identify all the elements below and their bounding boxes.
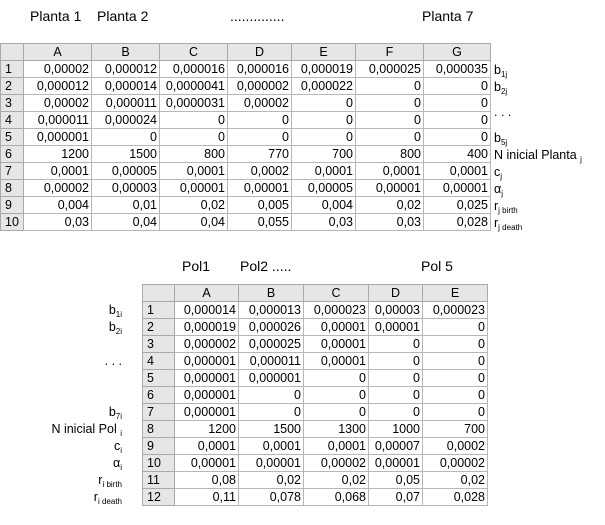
cell-b5[interactable]: 0 bbox=[92, 129, 160, 146]
cell-c3[interactable]: 0,00001 bbox=[304, 336, 369, 353]
table-row bbox=[143, 387, 488, 404]
cell-a5[interactable]: 0,000001 bbox=[24, 129, 92, 146]
cell-a7[interactable]: 0,000001 bbox=[175, 404, 239, 421]
cell-g3[interactable]: 0 bbox=[424, 95, 491, 112]
cell-e3[interactable]: 0 bbox=[423, 336, 488, 353]
cell-c2[interactable]: 0,0000041 bbox=[160, 78, 228, 95]
cell-b1[interactable]: 0,000012 bbox=[92, 61, 160, 78]
column-header-e[interactable]: E bbox=[423, 285, 488, 302]
cell-d10[interactable]: 0,00001 bbox=[369, 455, 423, 472]
row-header[interactable]: 4 bbox=[143, 353, 175, 370]
table-row bbox=[143, 421, 488, 438]
cell-c9[interactable]: 0,0001 bbox=[304, 438, 369, 455]
cell-d6[interactable]: 770 bbox=[228, 146, 292, 163]
cell-d4[interactable]: 0 bbox=[369, 353, 423, 370]
row-label: $b_{1j}$ bbox=[494, 63, 508, 79]
cell-g10[interactable]: 0,028 bbox=[424, 214, 491, 231]
cell-e9[interactable]: 0,0002 bbox=[423, 438, 488, 455]
row-label: . . . bbox=[104, 354, 122, 368]
row-header[interactable]: 4 bbox=[1, 112, 24, 129]
row-label: $b_{2i}$ bbox=[108, 320, 122, 336]
cell-e6[interactable]: 0 bbox=[423, 387, 488, 404]
cell-c7[interactable]: 0,0001 bbox=[160, 163, 228, 180]
cell-g1[interactable]: 0,000035 bbox=[424, 61, 491, 78]
caption-planta-7: Planta 7 bbox=[422, 8, 474, 24]
cell-b5[interactable]: 0,000001 bbox=[239, 370, 304, 387]
table-row bbox=[143, 319, 488, 336]
cell-a3[interactable]: 0,00002 bbox=[24, 95, 92, 112]
caption-planta-2: Planta 2 bbox=[97, 8, 149, 24]
row-header[interactable]: 1 bbox=[1, 61, 24, 78]
cell-d1[interactable]: 0,000016 bbox=[228, 61, 292, 78]
row-header[interactable]: 9 bbox=[143, 438, 175, 455]
cell-d7[interactable]: 0,0002 bbox=[228, 163, 292, 180]
table-row bbox=[143, 455, 488, 472]
row-label: $r_{j death}$ bbox=[494, 216, 523, 232]
cell-b8[interactable]: 1500 bbox=[239, 421, 304, 438]
table-row bbox=[143, 438, 488, 455]
row-label: N inicial Pol $_i$ bbox=[51, 422, 122, 438]
cell-c5[interactable]: 0 bbox=[304, 370, 369, 387]
row-header[interactable]: 2 bbox=[1, 78, 24, 95]
row-header[interactable]: 8 bbox=[1, 180, 24, 197]
table-row bbox=[143, 302, 488, 319]
row-header[interactable]: 9 bbox=[1, 197, 24, 214]
cell-f4[interactable]: 0 bbox=[356, 112, 424, 129]
cell-c3[interactable]: 0,0000031 bbox=[160, 95, 228, 112]
cell-b10[interactable]: 0,04 bbox=[92, 214, 160, 231]
caption-planta-1: Planta 1 bbox=[30, 8, 82, 24]
cell-a9[interactable]: 0,0001 bbox=[175, 438, 239, 455]
column-header-d[interactable]: D bbox=[228, 44, 292, 61]
row-header[interactable]: 1 bbox=[143, 302, 175, 319]
table-row bbox=[143, 370, 488, 387]
row-label: $c_i$ bbox=[113, 439, 122, 455]
cell-c10[interactable]: 0,04 bbox=[160, 214, 228, 231]
cell-b3[interactable]: 0,000025 bbox=[239, 336, 304, 353]
cell-g9[interactable]: 0,025 bbox=[424, 197, 491, 214]
cell-c8[interactable]: 1300 bbox=[304, 421, 369, 438]
cell-d5[interactable]: 0 bbox=[369, 370, 423, 387]
cell-b11[interactable]: 0,02 bbox=[239, 472, 304, 489]
table-row bbox=[143, 336, 488, 353]
cell-e6[interactable]: 700 bbox=[292, 146, 356, 163]
cell-c7[interactable]: 0 bbox=[304, 404, 369, 421]
column-header-b[interactable]: B bbox=[239, 285, 304, 302]
cell-f9[interactable]: 0,02 bbox=[356, 197, 424, 214]
cell-f2[interactable]: 0 bbox=[356, 78, 424, 95]
table-row bbox=[1, 197, 491, 214]
cell-c5[interactable]: 0 bbox=[160, 129, 228, 146]
cell-b9[interactable]: 0,01 bbox=[92, 197, 160, 214]
cell-d8[interactable]: 1000 bbox=[369, 421, 423, 438]
cell-b12[interactable]: 0,078 bbox=[239, 489, 304, 506]
row-header[interactable]: 7 bbox=[143, 404, 175, 421]
row-label: . . . bbox=[494, 105, 512, 119]
cell-a7[interactable]: 0,0001 bbox=[24, 163, 92, 180]
cell-f7[interactable]: 0,0001 bbox=[356, 163, 424, 180]
table-row bbox=[1, 112, 491, 129]
cell-e3[interactable]: 0 bbox=[292, 95, 356, 112]
cell-d5[interactable]: 0 bbox=[228, 129, 292, 146]
cell-g5[interactable]: 0 bbox=[424, 129, 491, 146]
cell-d3[interactable]: 0 bbox=[369, 336, 423, 353]
cell-d11[interactable]: 0,05 bbox=[369, 472, 423, 489]
cell-e2[interactable]: 0 bbox=[423, 319, 488, 336]
cell-f5[interactable]: 0 bbox=[356, 129, 424, 146]
cell-a9[interactable]: 0,004 bbox=[24, 197, 92, 214]
cell-e8[interactable]: 0,00005 bbox=[292, 180, 356, 197]
cell-d2[interactable]: 0,000002 bbox=[228, 78, 292, 95]
cell-g7[interactable]: 0,0001 bbox=[424, 163, 491, 180]
cell-c11[interactable]: 0,02 bbox=[304, 472, 369, 489]
cell-c4[interactable]: 0,00001 bbox=[304, 353, 369, 370]
cell-f3[interactable]: 0 bbox=[356, 95, 424, 112]
cell-b7[interactable]: 0 bbox=[239, 404, 304, 421]
cell-e2[interactable]: 0,000022 bbox=[292, 78, 356, 95]
column-header-a[interactable]: A bbox=[175, 285, 239, 302]
cell-d6[interactable]: 0 bbox=[369, 387, 423, 404]
table-row bbox=[1, 214, 491, 231]
cell-a4[interactable]: 0,000001 bbox=[175, 353, 239, 370]
row-header[interactable]: 12 bbox=[143, 489, 175, 506]
table-row bbox=[1, 78, 491, 95]
column-header-a[interactable]: A bbox=[24, 44, 92, 61]
row-header[interactable]: 5 bbox=[143, 370, 175, 387]
cell-c6[interactable]: 800 bbox=[160, 146, 228, 163]
row-header[interactable]: 3 bbox=[1, 95, 24, 112]
cell-a3[interactable]: 0,000002 bbox=[175, 336, 239, 353]
cell-e7[interactable]: 0 bbox=[423, 404, 488, 421]
column-header-g[interactable]: G bbox=[424, 44, 491, 61]
cell-c9[interactable]: 0,02 bbox=[160, 197, 228, 214]
cell-e12[interactable]: 0,028 bbox=[423, 489, 488, 506]
row-header[interactable]: 7 bbox=[1, 163, 24, 180]
cell-d9[interactable]: 0,00007 bbox=[369, 438, 423, 455]
cell-c1[interactable]: 0,000023 bbox=[304, 302, 369, 319]
cell-a10[interactable]: 0,00001 bbox=[175, 455, 239, 472]
cell-e1[interactable]: 0,000023 bbox=[423, 302, 488, 319]
caption-ellipsis: .............. bbox=[230, 8, 285, 24]
cell-b8[interactable]: 0,00003 bbox=[92, 180, 160, 197]
cell-a6[interactable]: 0,000001 bbox=[175, 387, 239, 404]
cell-f6[interactable]: 800 bbox=[356, 146, 424, 163]
corner-cell[interactable] bbox=[1, 44, 24, 61]
cell-a8[interactable]: 1200 bbox=[175, 421, 239, 438]
cell-f8[interactable]: 0,00001 bbox=[356, 180, 424, 197]
column-header-d[interactable]: D bbox=[369, 285, 423, 302]
table-row bbox=[1, 61, 491, 78]
cell-a8[interactable]: 0,00002 bbox=[24, 180, 92, 197]
cell-g8[interactable]: 0,00001 bbox=[424, 180, 491, 197]
cell-b2[interactable]: 0,000026 bbox=[239, 319, 304, 336]
table-row bbox=[143, 404, 488, 421]
row-label: $b_{2j}$ bbox=[494, 80, 508, 96]
cell-e7[interactable]: 0,0001 bbox=[292, 163, 356, 180]
row-header[interactable]: 11 bbox=[143, 472, 175, 489]
cell-a4[interactable]: 0,000011 bbox=[24, 112, 92, 129]
table-row bbox=[1, 129, 491, 146]
cell-a2[interactable]: 0,000019 bbox=[175, 319, 239, 336]
cell-b7[interactable]: 0,00005 bbox=[92, 163, 160, 180]
cell-d3[interactable]: 0,00002 bbox=[228, 95, 292, 112]
row-label: $b_{7i}$ bbox=[108, 405, 122, 421]
caption-pol-5: Pol 5 bbox=[421, 258, 453, 274]
cell-e10[interactable]: 0,03 bbox=[292, 214, 356, 231]
cell-d2[interactable]: 0,00001 bbox=[369, 319, 423, 336]
cell-b9[interactable]: 0,0001 bbox=[239, 438, 304, 455]
plants-spreadsheet bbox=[0, 43, 491, 231]
cell-b1[interactable]: 0,000013 bbox=[239, 302, 304, 319]
table-row bbox=[1, 146, 491, 163]
cell-b6[interactable]: 1500 bbox=[92, 146, 160, 163]
row-label: $b_{1i}$ bbox=[108, 303, 122, 319]
cell-e9[interactable]: 0,004 bbox=[292, 197, 356, 214]
cell-e4[interactable]: 0 bbox=[423, 353, 488, 370]
row-header[interactable]: 3 bbox=[143, 336, 175, 353]
cell-e8[interactable]: 700 bbox=[423, 421, 488, 438]
cell-c2[interactable]: 0,00001 bbox=[304, 319, 369, 336]
cell-e4[interactable]: 0 bbox=[292, 112, 356, 129]
cell-b4[interactable]: 0,000011 bbox=[239, 353, 304, 370]
row-label: N inicial Planta $_j$ bbox=[494, 148, 582, 164]
column-header-e[interactable]: E bbox=[292, 44, 356, 61]
cell-e10[interactable]: 0,00002 bbox=[423, 455, 488, 472]
cell-d7[interactable]: 0 bbox=[369, 404, 423, 421]
column-header-b[interactable]: B bbox=[92, 44, 160, 61]
row-label: $r_{j birth}$ bbox=[494, 199, 518, 215]
cell-a11[interactable]: 0,08 bbox=[175, 472, 239, 489]
cell-d9[interactable]: 0,005 bbox=[228, 197, 292, 214]
caption-pol-1: Pol1 bbox=[182, 258, 211, 274]
row-label: $r_{i birth}$ bbox=[98, 473, 122, 489]
row-header[interactable]: 6 bbox=[1, 146, 24, 163]
cell-a2[interactable]: 0,000012 bbox=[24, 78, 92, 95]
table-row bbox=[1, 180, 491, 197]
row-label: $b_{5j}$ bbox=[494, 131, 508, 147]
cell-e1[interactable]: 0,000019 bbox=[292, 61, 356, 78]
row-header[interactable]: 2 bbox=[143, 319, 175, 336]
cell-e5[interactable]: 0 bbox=[292, 129, 356, 146]
cell-f10[interactable]: 0,03 bbox=[356, 214, 424, 231]
table-row bbox=[143, 489, 488, 506]
cell-a1[interactable]: 0,000014 bbox=[175, 302, 239, 319]
row-label: $c_j$ bbox=[494, 165, 503, 181]
cell-c12[interactable]: 0,068 bbox=[304, 489, 369, 506]
column-header-c[interactable]: C bbox=[304, 285, 369, 302]
cell-b10[interactable]: 0,00001 bbox=[239, 455, 304, 472]
caption-pol-2: Pol2 ..... bbox=[240, 258, 292, 274]
cell-b6[interactable]: 0 bbox=[239, 387, 304, 404]
cell-c10[interactable]: 0,00002 bbox=[304, 455, 369, 472]
table-row bbox=[1, 95, 491, 112]
cell-g2[interactable]: 0 bbox=[424, 78, 491, 95]
cell-e11[interactable]: 0,02 bbox=[423, 472, 488, 489]
cell-b3[interactable]: 0,000011 bbox=[92, 95, 160, 112]
cell-d12[interactable]: 0,07 bbox=[369, 489, 423, 506]
cell-b2[interactable]: 0,000014 bbox=[92, 78, 160, 95]
row-header[interactable]: 10 bbox=[143, 455, 175, 472]
cell-b4[interactable]: 0,000024 bbox=[92, 112, 160, 129]
row-header[interactable]: 10 bbox=[1, 214, 24, 231]
row-label: $\alpha_j$ bbox=[494, 182, 504, 198]
table-row bbox=[1, 163, 491, 180]
pollinators-spreadsheet bbox=[142, 284, 488, 506]
row-label: $\alpha_i$ bbox=[112, 456, 122, 472]
cell-c6[interactable]: 0 bbox=[304, 387, 369, 404]
cell-c1[interactable]: 0,000016 bbox=[160, 61, 228, 78]
cell-e5[interactable]: 0 bbox=[423, 370, 488, 387]
cell-d8[interactable]: 0,00001 bbox=[228, 180, 292, 197]
table-row bbox=[143, 472, 488, 489]
cell-c8[interactable]: 0,00001 bbox=[160, 180, 228, 197]
column-header-c[interactable]: C bbox=[160, 44, 228, 61]
cell-d4[interactable]: 0 bbox=[228, 112, 292, 129]
row-header[interactable]: 6 bbox=[143, 387, 175, 404]
cell-a6[interactable]: 1200 bbox=[24, 146, 92, 163]
cell-g6[interactable]: 400 bbox=[424, 146, 491, 163]
column-header-f[interactable]: F bbox=[356, 44, 424, 61]
row-label: $r_{i death}$ bbox=[93, 490, 122, 506]
cell-a5[interactable]: 0,000001 bbox=[175, 370, 239, 387]
row-header[interactable]: 8 bbox=[143, 421, 175, 438]
cell-a10[interactable]: 0,03 bbox=[24, 214, 92, 231]
cell-f1[interactable]: 0,000025 bbox=[356, 61, 424, 78]
cell-c4[interactable]: 0 bbox=[160, 112, 228, 129]
cell-a1[interactable]: 0,00002 bbox=[24, 61, 92, 78]
row-header[interactable]: 5 bbox=[1, 129, 24, 146]
cell-d10[interactable]: 0,055 bbox=[228, 214, 292, 231]
corner-cell[interactable] bbox=[143, 285, 175, 302]
cell-d1[interactable]: 0,00003 bbox=[369, 302, 423, 319]
table-row bbox=[143, 353, 488, 370]
cell-a12[interactable]: 0,11 bbox=[175, 489, 239, 506]
cell-g4[interactable]: 0 bbox=[424, 112, 491, 129]
